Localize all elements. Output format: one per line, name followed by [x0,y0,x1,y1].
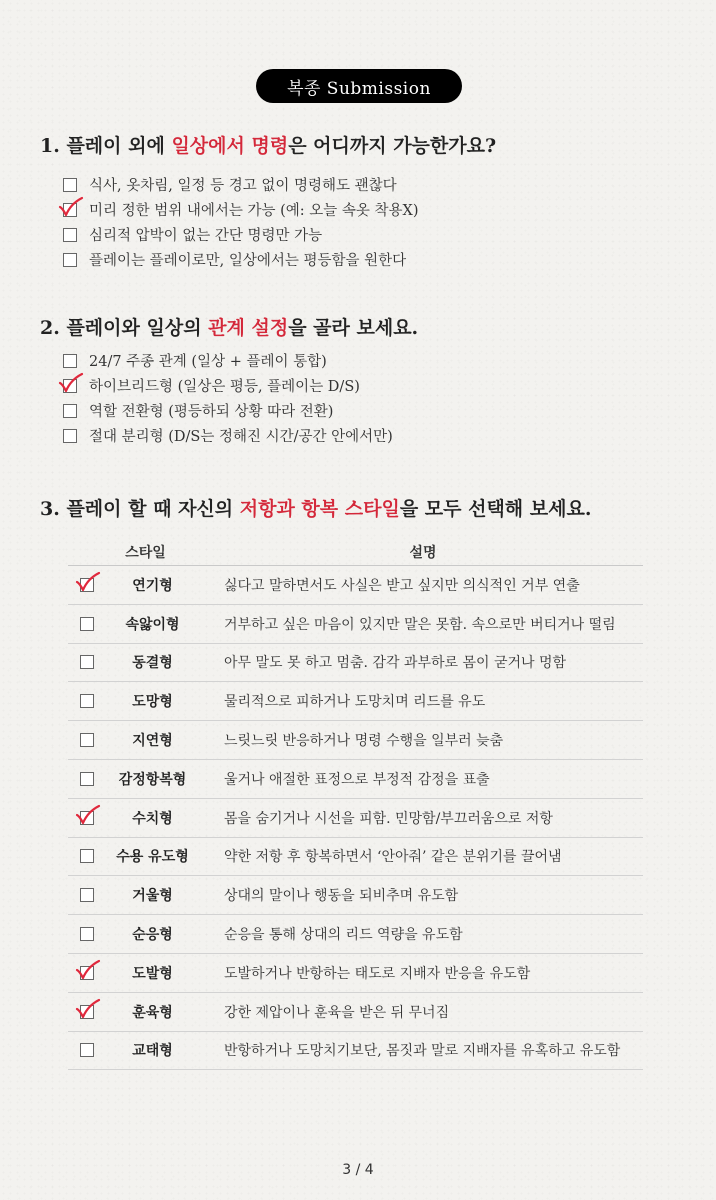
checkbox[interactable] [63,253,77,267]
page-title-pill [256,69,462,103]
checkbox[interactable] [80,1005,94,1019]
checkbox[interactable] [63,228,77,242]
style-description: 강한 제압이나 훈육을 받은 뒤 무너짐 [224,1004,450,1021]
question-2-title-highlight: 관계 설정 [208,317,289,339]
question-1-title [40,131,496,158]
checkbox[interactable] [80,1043,94,1057]
style-name: 감정항복형 [118,771,187,788]
style-name: 훈육형 [132,1004,173,1021]
checkbox[interactable] [80,811,94,825]
style-table-header [68,538,643,566]
style-table-body [68,566,643,1070]
style-name: 속앓이형 [125,616,180,633]
table-row [68,760,643,799]
table-row [68,566,643,605]
style-description: 느릿느릿 반응하거나 명령 수행을 일부러 늦춤 [224,733,504,750]
style-description: 몸을 숨기거나 시선을 피함. 민망함/부끄러움으로 저항 [224,810,553,827]
checkbox[interactable] [80,617,94,631]
style-description: 아무 말도 못 하고 멈춤. 감각 과부하로 몸이 굳거나 멍함 [224,655,567,672]
option-label: 미리 정한 범위 내에서는 가능 (예: 오늘 속옷 착용X) [89,203,419,219]
checkmark-icon [58,196,84,218]
option-item[interactable] [63,373,393,398]
table-row [68,876,643,915]
checkbox[interactable] [80,578,94,592]
style-name: 수치형 [132,810,173,827]
question-1-title-pre: 1. 플레이 외에 [40,135,172,157]
style-name: 수용 유도형 [116,849,189,866]
style-description: 약한 저항 후 항복하면서 ‘안아줘’ 같은 분위기를 끌어냄 [224,849,562,866]
style-name: 교태형 [132,1043,173,1060]
question-1-title-post: 은 어디까지 가능한가요? [288,135,497,157]
checkbox[interactable] [63,203,77,217]
checkbox[interactable] [80,655,94,669]
question-2-title [40,313,418,340]
question-1-options [63,172,419,272]
style-description: 상대의 말이나 행동을 되비추며 유도함 [224,888,459,905]
option-label: 24/7 주종 관계 (일상 + 플레이 통합) [89,354,327,370]
question-3-title [40,494,591,521]
table-row [68,1032,643,1071]
option-item[interactable] [63,247,419,272]
table-row [68,954,643,993]
column-header-description: 설명 [409,544,437,561]
table-row [68,799,643,838]
style-description: 거부하고 싶은 마음이 있지만 말은 못함. 속으로만 버티거나 떨림 [224,616,616,633]
option-label: 절대 분리형 (D/S는 정해진 시간/공간 안에서만) [89,429,393,445]
option-label: 하이브리드형 (일상은 평등, 플레이는 D/S) [89,379,360,395]
style-description: 싫다고 말하면서도 사실은 받고 싶지만 의식적인 거부 연출 [224,577,580,594]
column-header-style: 스타일 [125,544,166,561]
table-row [68,682,643,721]
checkbox[interactable] [63,178,77,192]
checkbox[interactable] [80,733,94,747]
page-title: 복종 Submission [287,78,431,99]
question-1-title-highlight: 일상에서 명령 [171,135,289,157]
style-description: 도발하거나 반항하는 태도로 지배자 반응을 유도함 [224,965,531,982]
table-row [68,644,643,683]
style-name: 도망형 [132,694,173,711]
question-2-title-post: 을 골라 보세요. [288,317,419,339]
option-item[interactable] [63,348,393,373]
option-item[interactable] [63,398,393,423]
table-row [68,838,643,877]
table-row [68,915,643,954]
question-3-title-pre: 3. 플레이 할 때 자신의 [40,498,240,520]
option-item[interactable] [63,197,419,222]
checkmark-icon [58,372,84,394]
table-row [68,993,643,1032]
question-2-title-pre: 2. 플레이와 일상의 [40,317,209,339]
option-label: 심리적 압박이 없는 간단 명령만 가능 [89,228,323,244]
table-row [68,605,643,644]
style-name: 연기형 [132,577,173,594]
checkbox[interactable] [63,354,77,368]
checkbox[interactable] [80,966,94,980]
style-name: 지연형 [132,733,173,750]
option-item[interactable] [63,222,419,247]
checkbox[interactable] [80,888,94,902]
style-name: 동결형 [132,655,173,672]
question-2-options [63,348,393,448]
checkbox[interactable] [80,927,94,941]
option-label: 식사, 옷차림, 일정 등 경고 없이 명령해도 괜찮다 [89,178,397,194]
option-item[interactable] [63,172,419,197]
checkbox[interactable] [63,379,77,393]
style-name: 도발형 [132,965,173,982]
checkbox[interactable] [63,404,77,418]
style-description: 반항하거나 도망치기보단, 몸짓과 말로 지배자를 유혹하고 유도함 [224,1043,621,1060]
page-number: 3 / 4 [342,1162,374,1178]
style-description: 물리적으로 피하거나 도망치며 리드를 유도 [224,694,486,711]
table-row [68,721,643,760]
option-label: 역할 전환형 (평등하되 상황 따라 전환) [89,404,334,420]
checkbox[interactable] [80,694,94,708]
checkbox[interactable] [63,429,77,443]
checkbox[interactable] [80,772,94,786]
style-table [68,538,643,1070]
style-name: 거울형 [132,888,173,905]
style-description: 순응을 통해 상대의 리드 역량을 유도함 [224,927,463,944]
option-item[interactable] [63,423,393,448]
question-3-title-highlight: 저항과 항복 스타일 [239,498,400,520]
style-name: 순응형 [132,927,173,944]
style-description: 울거나 애절한 표정으로 부정적 감정을 표출 [224,771,490,788]
checkbox[interactable] [80,849,94,863]
option-label: 플레이는 플레이로만, 일상에서는 평등함을 원한다 [89,253,407,269]
question-3-title-post: 을 모두 선택해 보세요. [399,498,592,520]
